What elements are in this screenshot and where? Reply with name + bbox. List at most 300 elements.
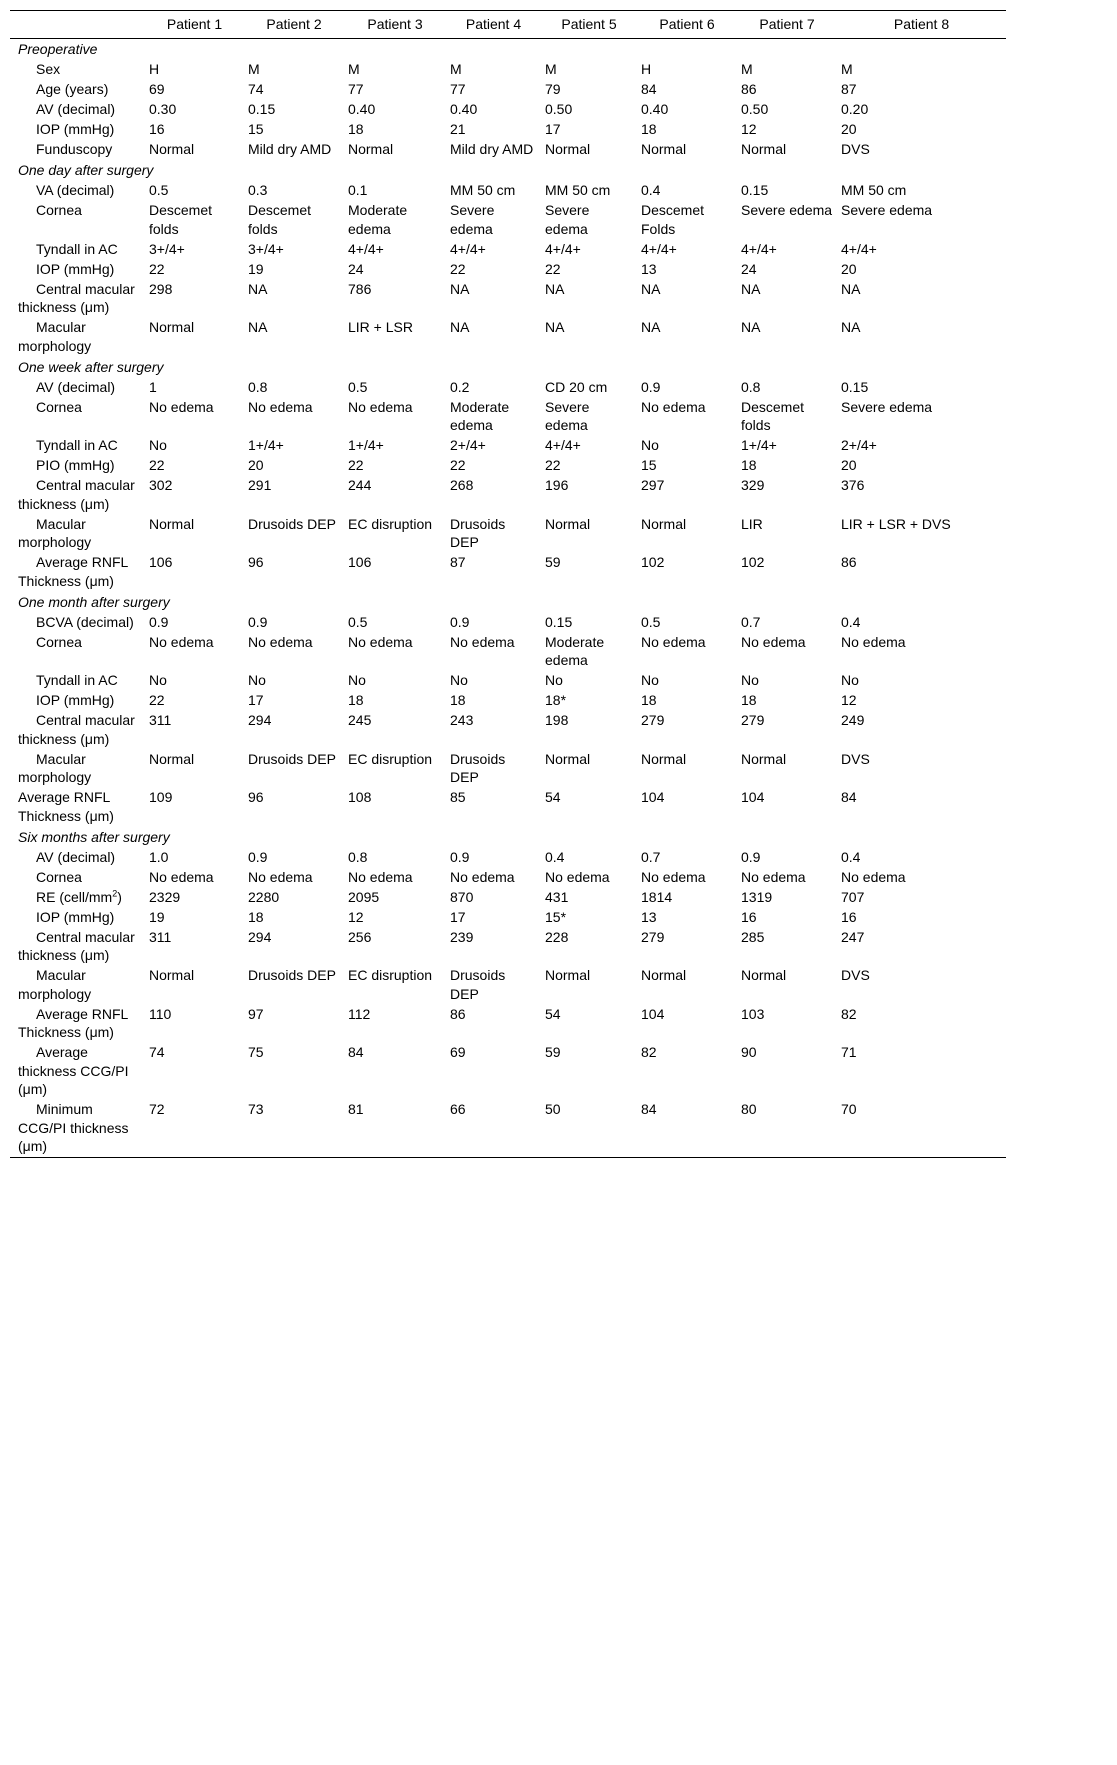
table-row (10, 633, 1006, 672)
cell-patient-8: DVS (841, 141, 870, 157)
cell-patient-4: No (450, 672, 468, 688)
row-label (10, 671, 145, 691)
cell-patient-7: 1319 (741, 888, 773, 905)
table-row (10, 750, 1006, 789)
cell-patient-1: Normal (149, 967, 195, 983)
row-label (10, 280, 145, 319)
cell-patient-3: M (348, 61, 360, 77)
row-label-main: Macular morphology (18, 967, 92, 1002)
table-row (10, 201, 1006, 240)
row-label-text (18, 751, 91, 786)
cell-patient-7: 16 (741, 908, 757, 925)
row-label-text (18, 81, 108, 97)
cell-patient-1: 1.0 (149, 848, 169, 865)
table-row (10, 553, 1006, 592)
header-cell-patient-3: Patient 3 (344, 11, 446, 39)
cell-patient-5: 79 (545, 81, 561, 97)
table-row (10, 788, 1006, 827)
row-label-text (18, 849, 115, 865)
cell-patient-5: 54 (545, 1005, 561, 1022)
cell-patient-1: No edema (149, 868, 214, 885)
row-label-main: Average RNFL Thickness (μm) (18, 554, 128, 589)
cell-patient-3: 18 (348, 692, 364, 708)
cell-patient-3: 24 (348, 260, 364, 277)
cell-patient-6: 18 (641, 692, 657, 708)
cell-patient-5: 0.15 (545, 613, 573, 630)
cell-patient-3: EC disruption (348, 515, 433, 532)
cell-patient-8: No edema (841, 633, 906, 650)
cell-patient-5: M (545, 61, 557, 77)
cell-patient-2: 294 (248, 928, 272, 945)
cell-patient-5: CD 20 cm (545, 378, 608, 395)
cell-patient-6: 84 (641, 81, 657, 97)
row-label (10, 456, 145, 476)
cell-patient-2: 294 (248, 712, 272, 728)
row-label (10, 398, 145, 437)
cell-patient-8: 376 (841, 477, 865, 493)
cell-patient-5: 0.50 (545, 101, 573, 117)
cell-patient-5: 22 (545, 260, 561, 277)
cell-patient-2: 1+/4+ (248, 437, 284, 453)
cell-patient-7: 103 (741, 1005, 765, 1022)
cell-patient-2: Drusoids DEP (248, 750, 336, 767)
cell-patient-2: No edema (248, 868, 313, 885)
table-row (10, 888, 1006, 908)
cell-patient-5: 17 (545, 121, 561, 137)
cell-patient-8: No edema (841, 868, 906, 885)
row-label-main: Central macular thickness (μm) (18, 280, 135, 315)
cell-patient-8: 84 (841, 789, 857, 805)
cell-patient-4: 85 (450, 789, 466, 805)
cell-patient-8: 87 (841, 81, 857, 97)
section-row (10, 39, 1006, 61)
row-label-text (18, 121, 114, 137)
cell-patient-8: DVS (841, 967, 870, 983)
cell-patient-3: LIR + LSR (348, 319, 413, 335)
cell-patient-2: NA (248, 319, 268, 335)
cell-patient-1: 0.9 (149, 613, 169, 630)
cell-patient-8: 70 (837, 1100, 1006, 1158)
cell-patient-7: 279 (741, 712, 765, 728)
cell-patient-8: 12 (841, 692, 857, 708)
row-label (10, 1043, 145, 1100)
cell-patient-6: H (641, 61, 652, 77)
cell-patient-6: Descemet Folds (641, 202, 705, 237)
cell-patient-7: NA (741, 280, 761, 297)
cell-patient-8: 4+/4+ (841, 240, 877, 257)
table-row (10, 260, 1006, 280)
cell-patient-4: 0.40 (450, 101, 478, 117)
cell-patient-5: Moderate edema (545, 633, 605, 668)
cell-patient-5: No (545, 672, 563, 688)
cell-patient-2: No (248, 672, 266, 688)
row-label-main: AV (decimal) (36, 848, 116, 865)
cell-patient-7: Normal (741, 967, 787, 983)
row-label-main: IOP (mmHg) (36, 692, 115, 708)
cell-patient-2: NA (248, 280, 268, 297)
row-label (10, 928, 145, 967)
table-row (10, 966, 1006, 1005)
cell-patient-3: 84 (348, 1044, 364, 1060)
row-label (10, 613, 145, 633)
cell-patient-2: 17 (248, 692, 264, 708)
row-label-text (18, 457, 115, 473)
row-label-main: Cornea (36, 202, 82, 218)
header-cell-patient-5: Patient 5 (541, 11, 637, 39)
cell-patient-8: M (841, 61, 853, 77)
cell-patient-2: 2280 (248, 888, 280, 905)
row-label-text (18, 399, 82, 415)
header-cell-patient-8: Patient 8 (837, 11, 1006, 39)
section-title: One day after surgery (18, 162, 154, 178)
cell-patient-5: 15* (545, 908, 567, 925)
row-label-text (18, 712, 135, 747)
row-label-main: BCVA (decimal) (36, 613, 134, 630)
table-header-row (10, 11, 1006, 39)
cell-patient-1: Normal (149, 515, 195, 532)
cell-patient-3: No edema (348, 633, 413, 650)
cell-patient-4: Drusoids DEP (450, 515, 506, 550)
cell-patient-4: No edema (450, 633, 515, 650)
cell-patient-5: 4+/4+ (545, 437, 581, 453)
cell-patient-4: 4+/4+ (450, 240, 486, 257)
cell-patient-7: 18 (741, 692, 757, 708)
cell-patient-7: 329 (741, 477, 765, 493)
table-row (10, 515, 1006, 554)
cell-patient-6: 82 (641, 1044, 657, 1060)
cell-patient-5: 50 (541, 1100, 637, 1158)
cell-patient-4: Mild dry AMD (450, 141, 534, 157)
cell-patient-5: 18* (545, 692, 567, 708)
cell-patient-7: 80 (737, 1100, 837, 1158)
cell-patient-1: 19 (149, 908, 165, 925)
table-row (10, 848, 1006, 868)
cell-patient-4: Drusoids DEP (450, 750, 506, 785)
cell-patient-1: 74 (149, 1044, 165, 1060)
cell-patient-6: No (641, 672, 659, 688)
cell-patient-6: 279 (641, 712, 665, 728)
cell-patient-3: EC disruption (348, 967, 433, 983)
row-label-text (18, 614, 134, 630)
row-label-main: IOP (mmHg) (36, 260, 115, 277)
cell-patient-1: 22 (149, 692, 165, 708)
cell-patient-7: 90 (741, 1044, 757, 1060)
cell-patient-6: No edema (641, 398, 706, 415)
cell-patient-6: No edema (641, 633, 706, 650)
row-label-main: Sex (36, 61, 61, 77)
cell-patient-1: No (149, 437, 167, 453)
table-row (10, 476, 1006, 515)
row-label-text (18, 437, 118, 453)
cell-patient-1: Descemet folds (149, 202, 213, 237)
cell-patient-3: Moderate edema (348, 202, 408, 237)
cell-patient-4: 0.9 (450, 848, 470, 865)
cell-patient-1: 72 (145, 1100, 244, 1158)
row-label-main: IOP (mmHg) (36, 121, 115, 137)
row-label-main: Central macular thickness (μm) (18, 712, 135, 747)
cell-patient-8: 249 (841, 712, 865, 728)
cell-patient-8: 20 (841, 121, 857, 137)
cell-patient-5: 4+/4+ (545, 240, 581, 257)
table-row (10, 613, 1006, 633)
row-label-main: PIO (mmHg) (36, 457, 115, 473)
row-label-main: Central macular thickness (μm) (18, 477, 135, 512)
cell-patient-5: Severe edema (545, 398, 590, 433)
cell-patient-5: Normal (545, 967, 591, 983)
cell-patient-5: Normal (545, 515, 591, 532)
cell-patient-7: Normal (741, 750, 787, 767)
row-label-main: Macular morphology (18, 319, 92, 354)
cell-patient-6: 84 (637, 1100, 737, 1158)
row-label-main: RE (cell/mm (36, 888, 113, 905)
cell-patient-7: 104 (741, 789, 765, 805)
table-row (10, 868, 1006, 888)
row-label-text (18, 889, 122, 905)
row-label (10, 260, 145, 280)
cell-patient-4: 2+/4+ (450, 437, 486, 453)
section-row (10, 357, 1006, 378)
cell-patient-6: 0.7 (641, 848, 661, 865)
cell-patient-5: 59 (545, 1044, 561, 1060)
cell-patient-8: NA (841, 280, 861, 297)
cell-patient-3: 0.5 (348, 613, 368, 630)
cell-patient-3: 256 (348, 928, 372, 945)
cell-patient-5: Normal (545, 141, 591, 157)
cell-patient-1: 106 (149, 554, 173, 570)
row-label-text (18, 261, 114, 277)
cell-patient-2: 0.9 (248, 848, 268, 865)
cell-patient-1: No edema (149, 633, 214, 650)
cell-patient-3: 0.40 (348, 101, 376, 117)
cell-patient-1: Normal (149, 319, 195, 335)
cell-patient-2: No edema (248, 633, 313, 650)
cell-patient-6: 0.4 (641, 182, 661, 198)
cell-patient-4: Drusoids DEP (450, 967, 506, 1002)
header-cell-patient-4: Patient 4 (446, 11, 541, 39)
cell-patient-1: 302 (149, 477, 173, 493)
table-row (10, 1005, 1006, 1044)
cell-patient-2: 75 (248, 1044, 264, 1060)
cell-patient-6: 104 (641, 789, 665, 805)
cell-patient-7: 24 (741, 260, 757, 277)
section-title: Preoperative (18, 41, 98, 57)
cell-patient-3: Normal (348, 141, 394, 157)
row-label (10, 848, 145, 868)
cell-patient-4: 0.2 (450, 378, 470, 395)
cell-patient-7: 0.9 (741, 848, 761, 865)
cell-patient-4: 243 (450, 712, 474, 728)
section-title: One month after surgery (18, 593, 170, 610)
table-row (10, 1100, 1006, 1158)
cell-patient-2: Drusoids DEP (248, 515, 336, 532)
cell-patient-1: 22 (149, 260, 165, 277)
cell-patient-8: 86 (841, 554, 857, 570)
row-label (10, 515, 145, 554)
cell-patient-5: 431 (545, 888, 569, 905)
cell-patient-6: 0.5 (641, 613, 661, 630)
cell-patient-2: 96 (248, 554, 264, 570)
cell-patient-3: EC disruption (348, 750, 433, 767)
row-label (10, 436, 145, 456)
table-row (10, 181, 1006, 201)
cell-patient-5: NA (545, 280, 565, 297)
row-label (10, 60, 145, 80)
row-label-text (18, 789, 114, 824)
row-label (10, 80, 145, 100)
row-label-main: Tyndall in AC (36, 437, 118, 453)
cell-patient-3: 106 (348, 554, 372, 570)
cell-patient-1: H (149, 61, 160, 77)
row-label (10, 476, 145, 515)
cell-patient-8: Severe edema (841, 202, 933, 218)
cell-patient-5: 0.4 (545, 848, 565, 865)
header-cell-patient-7: Patient 7 (737, 11, 837, 39)
cell-patient-8: 82 (841, 1005, 857, 1022)
row-label-text (18, 1101, 128, 1154)
cell-patient-1: 1 (149, 378, 157, 395)
cell-patient-6: 0.40 (641, 101, 669, 117)
cell-patient-8: No (841, 672, 859, 688)
cell-patient-4: 0.9 (450, 613, 470, 630)
cell-patient-7: 12 (741, 121, 757, 137)
cell-patient-8: 20 (841, 457, 857, 473)
row-label-main: Cornea (36, 398, 82, 415)
cell-patient-3: 0.5 (348, 378, 368, 395)
row-label (10, 181, 145, 201)
row-label-text (18, 516, 91, 551)
section-row (10, 160, 1006, 181)
cell-patient-1: Normal (149, 141, 195, 157)
row-label-text (18, 634, 82, 650)
cell-patient-6: 102 (641, 554, 665, 570)
cell-patient-6: 15 (641, 457, 657, 473)
cell-patient-2: M (248, 61, 260, 77)
row-label (10, 201, 145, 240)
cell-patient-4: Moderate edema (450, 398, 510, 433)
table-row (10, 140, 1006, 160)
cell-patient-3: 245 (348, 712, 372, 728)
cell-patient-4: No edema (450, 868, 515, 885)
cell-patient-5: NA (545, 319, 565, 335)
row-label-text (18, 319, 91, 354)
cell-patient-5: 54 (545, 789, 561, 805)
row-label (10, 1100, 145, 1158)
cell-patient-2: No edema (248, 398, 313, 415)
cell-patient-7: NA (741, 319, 761, 335)
cell-patient-7: 285 (741, 928, 765, 945)
cell-patient-7: No edema (741, 868, 806, 885)
cell-patient-2: 291 (248, 477, 272, 493)
cell-patient-4: 18 (450, 692, 466, 708)
cell-patient-6: 297 (641, 477, 665, 493)
cell-patient-1: 69 (149, 81, 165, 97)
row-label-text (18, 202, 82, 218)
cell-patient-8: 0.4 (841, 613, 861, 630)
row-label-superscript: 2 (112, 887, 118, 898)
cell-patient-1: No (149, 672, 167, 688)
row-label-text (18, 929, 135, 964)
header-cell-patient-6: Patient 6 (637, 11, 737, 39)
cell-patient-7: Normal (741, 141, 787, 157)
row-label (10, 711, 145, 750)
cell-patient-1: 109 (149, 789, 173, 805)
cell-patient-6: 4+/4+ (641, 240, 677, 257)
cell-patient-2: 3+/4+ (248, 240, 284, 257)
table-row (10, 378, 1006, 398)
cell-patient-6: No (641, 437, 659, 453)
cell-patient-5: No edema (545, 868, 610, 885)
cell-patient-8: MM 50 cm (841, 182, 907, 198)
row-label-text (18, 692, 114, 708)
cell-patient-7: No edema (741, 633, 806, 650)
cell-patient-6: 18 (641, 121, 657, 137)
row-label (10, 868, 145, 888)
row-label-main: Cornea (36, 868, 82, 885)
row-label (10, 691, 145, 711)
section-title: One week after surgery (18, 358, 164, 375)
cell-patient-7: 0.7 (741, 613, 761, 630)
cell-patient-7: 1+/4+ (741, 437, 777, 453)
row-label-main: Age (years) (36, 81, 109, 97)
cell-patient-6: Normal (641, 141, 687, 157)
cell-patient-7: Descemet folds (741, 398, 805, 433)
cell-patient-4: 69 (450, 1044, 466, 1060)
row-label (10, 553, 145, 592)
row-label (10, 140, 145, 160)
row-label (10, 100, 145, 120)
cell-patient-2: 73 (244, 1100, 344, 1158)
cell-patient-4: NA (450, 319, 470, 335)
cell-patient-1: 110 (149, 1005, 172, 1022)
table-row (10, 671, 1006, 691)
cell-patient-8: 71 (841, 1044, 857, 1060)
cell-patient-2: 0.8 (248, 378, 268, 395)
cell-patient-7: LIR (741, 515, 763, 532)
cell-patient-6: 1814 (641, 888, 673, 905)
row-label-main: AV (decimal) (36, 101, 116, 117)
cell-patient-2: 18 (248, 908, 264, 925)
cell-patient-2: Drusoids DEP (248, 967, 336, 983)
cell-patient-5: 196 (545, 477, 569, 493)
table-row (10, 908, 1006, 928)
cell-patient-7: 0.50 (741, 101, 769, 117)
row-label-main: VA (decimal) (36, 182, 115, 198)
row-label (10, 788, 145, 827)
cell-patient-3: 18 (348, 121, 364, 137)
cell-patient-3: 81 (344, 1100, 446, 1158)
cell-patient-7: 102 (741, 554, 765, 570)
cell-patient-1: 2329 (149, 888, 181, 905)
cell-patient-3: 22 (348, 457, 364, 473)
cell-patient-6: 279 (641, 928, 665, 945)
cell-patient-4: 86 (450, 1005, 466, 1022)
row-label (10, 750, 145, 789)
row-label (10, 966, 145, 1005)
cell-patient-8: 0.20 (841, 101, 869, 117)
cell-patient-3: 4+/4+ (348, 240, 384, 257)
cell-patient-5: 198 (545, 712, 569, 728)
row-label-text (18, 281, 135, 316)
row-label-main: Cornea (36, 633, 82, 650)
cell-patient-6: 13 (641, 260, 657, 277)
row-label-text (18, 477, 135, 512)
cell-patient-3: 77 (348, 81, 364, 97)
cell-patient-8: DVS (841, 750, 870, 767)
cell-patient-4: 239 (450, 928, 474, 945)
row-label-main: Average thickness CCG/PI (μm) (18, 1044, 129, 1097)
cell-patient-3: 1+/4+ (348, 437, 384, 453)
table-row (10, 60, 1006, 80)
